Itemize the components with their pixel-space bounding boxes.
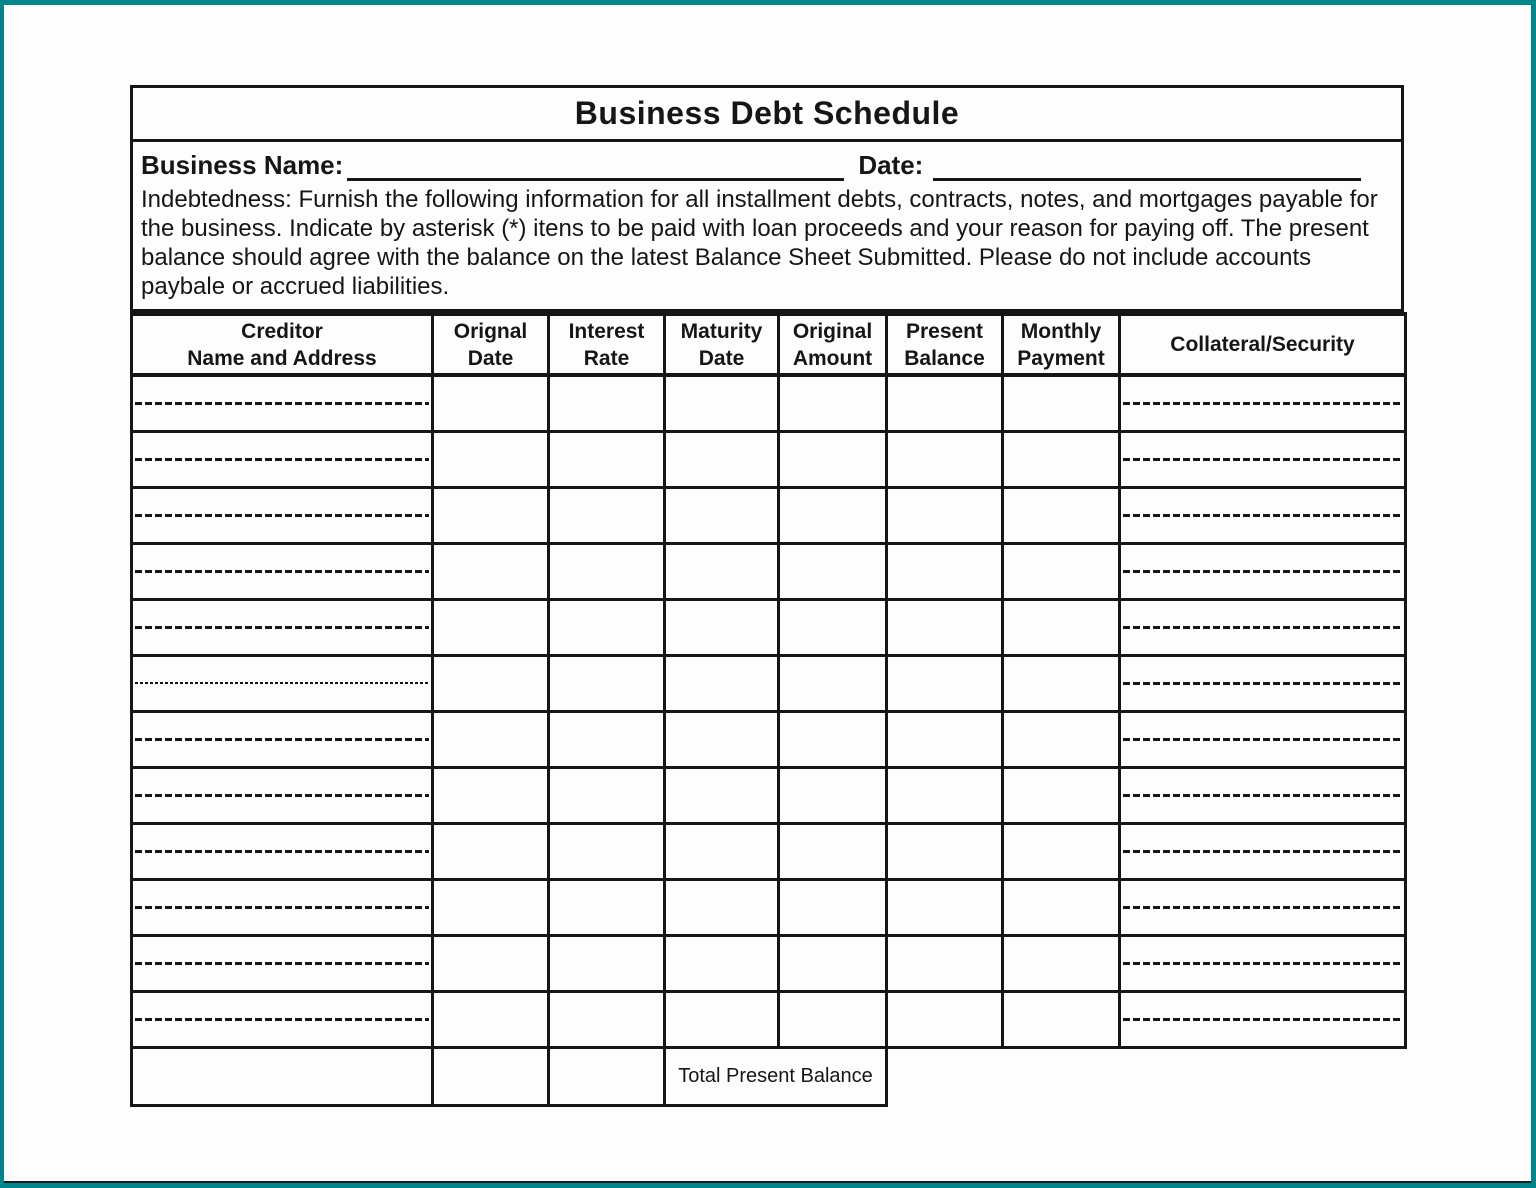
collateral-cell [1120, 487, 1406, 543]
blank-cell [779, 879, 887, 935]
blank-cell [665, 487, 779, 543]
blank-cell [433, 599, 549, 655]
date-label: Date: [858, 150, 924, 180]
fill-in-dashes [135, 626, 429, 629]
blank-cell [549, 431, 665, 487]
collateral-cell [1120, 935, 1406, 991]
instructions-text: Indebtedness: Furnish the following information for all installment debts, contracts, notes, and mortgages payable for the business. Indicate by asterisk (*) itens to be paid with loan proceeds and your reason for paying off. The present balance should agree with the balance on the latest Balance Sheet Submitted. Please do not include accounts paybale or accrued liabilities. [141, 186, 1378, 300]
header-line: Amount [792, 346, 873, 370]
form-title-box [130, 85, 1404, 142]
fill-in-dashes [135, 514, 429, 517]
table-row [132, 879, 1406, 935]
blank-cell [433, 991, 549, 1047]
header-line: Balance [904, 346, 985, 370]
blank-cell [887, 935, 1003, 991]
total-row-empty-area [887, 1047, 1406, 1105]
blank-cell [1003, 935, 1120, 991]
fill-in-dashes [135, 570, 429, 573]
blank-cell [665, 431, 779, 487]
fill-in-dashes [1123, 738, 1402, 741]
fill-in-dashes [135, 906, 429, 909]
fill-in-dashes [1123, 1018, 1402, 1021]
blank-cell [665, 991, 779, 1047]
blank-cell [887, 543, 1003, 599]
creditor-cell [132, 935, 433, 991]
blank-cell [779, 935, 887, 991]
blank-cell [549, 935, 665, 991]
collateral-cell [1120, 767, 1406, 823]
creditor-cell [132, 655, 433, 711]
fill-in-dashes [135, 794, 429, 797]
blank-cell [433, 655, 549, 711]
table-row [132, 655, 1406, 711]
name-date-line [141, 147, 1393, 181]
creditor-cell [132, 823, 433, 879]
blank-cell [779, 543, 887, 599]
blank-cell [1003, 431, 1120, 487]
blank-cell [433, 431, 549, 487]
blank-cell [779, 487, 887, 543]
fill-in-dashes [1123, 850, 1402, 853]
table-row [132, 823, 1406, 879]
blank-cell [779, 823, 887, 879]
column-header-orignal-date [433, 314, 549, 375]
header-line: Date [467, 346, 514, 370]
blank-cell [887, 879, 1003, 935]
business-name-blank [347, 154, 844, 181]
table-row [132, 375, 1406, 431]
fill-in-dashes [135, 1018, 429, 1021]
blank-cell [887, 991, 1003, 1047]
blank-cell [549, 767, 665, 823]
debt-table [130, 312, 1407, 1107]
blank-cell [433, 823, 549, 879]
debt-schedule-form [130, 85, 1404, 1107]
collateral-cell [1120, 599, 1406, 655]
table-row [132, 767, 1406, 823]
fill-in-dashes [1123, 962, 1402, 965]
form-title: Business Debt Schedule [574, 95, 960, 131]
fill-in-dashes [1123, 626, 1402, 629]
total-row-creditor-cell [132, 1047, 433, 1105]
table-header-row [132, 314, 1406, 375]
blank-cell [549, 991, 665, 1047]
date-blank [933, 154, 1361, 181]
blank-cell [1003, 711, 1120, 767]
fill-in-dashes [1123, 906, 1402, 909]
table-row [132, 991, 1406, 1047]
creditor-cell [132, 879, 433, 935]
blank-cell [665, 767, 779, 823]
table-row [132, 431, 1406, 487]
fill-in-dashes [135, 402, 429, 405]
blank-cell [887, 767, 1003, 823]
fill-in-dashes [1123, 458, 1402, 461]
total-row-interest-rate-cell [549, 1047, 665, 1105]
blank-cell [665, 375, 779, 431]
creditor-cell [132, 375, 433, 431]
table-row [132, 711, 1406, 767]
header-line: Present [905, 319, 984, 343]
header-line: Collateral/Security [1170, 333, 1355, 356]
blank-cell [549, 543, 665, 599]
blank-cell [433, 767, 549, 823]
creditor-cell [132, 599, 433, 655]
total-row-orignal-date-cell [433, 1047, 549, 1105]
column-header-interest-rate [549, 314, 665, 375]
blank-cell [433, 879, 549, 935]
blank-cell [1003, 655, 1120, 711]
blank-cell [887, 375, 1003, 431]
blank-cell [1003, 767, 1120, 823]
column-header-maturity-date [665, 314, 779, 375]
header-line: Payment [1017, 346, 1105, 370]
fill-in-dashes [135, 850, 429, 853]
blank-cell [887, 599, 1003, 655]
blank-cell [1003, 823, 1120, 879]
blank-cell [665, 823, 779, 879]
creditor-cell [132, 991, 433, 1047]
collateral-cell [1120, 823, 1406, 879]
collateral-cell [1120, 543, 1406, 599]
collateral-cell [1120, 431, 1406, 487]
blank-cell [433, 711, 549, 767]
business-name-label: Business Name: [141, 150, 344, 180]
header-line: Maturity [680, 319, 763, 343]
fill-in-dashes [135, 682, 429, 684]
blank-cell [549, 599, 665, 655]
fill-in-dashes [135, 738, 429, 741]
blank-cell [779, 375, 887, 431]
blank-cell [779, 991, 887, 1047]
header-line: Date [698, 346, 745, 370]
blank-cell [1003, 599, 1120, 655]
blank-cell [887, 711, 1003, 767]
fill-in-dashes [1123, 682, 1402, 685]
creditor-cell [132, 543, 433, 599]
blank-cell [549, 487, 665, 543]
column-header-collateral-security [1120, 314, 1406, 375]
table-row [132, 543, 1406, 599]
column-header-creditor [132, 314, 433, 375]
creditor-cell [132, 487, 433, 543]
blank-cell [887, 823, 1003, 879]
blank-cell [887, 431, 1003, 487]
blank-cell [779, 767, 887, 823]
fill-in-dashes [135, 962, 429, 965]
blank-cell [779, 711, 887, 767]
blank-cell [549, 711, 665, 767]
total-present-balance-label: Total Present Balance [665, 1047, 887, 1105]
collateral-cell [1120, 991, 1406, 1047]
fill-in-dashes [1123, 514, 1402, 517]
table-row [132, 487, 1406, 543]
blank-cell [779, 599, 887, 655]
blank-cell [549, 823, 665, 879]
blank-cell [887, 487, 1003, 543]
blank-cell [1003, 991, 1120, 1047]
creditor-cell [132, 431, 433, 487]
blank-cell [433, 487, 549, 543]
fill-in-dashes [135, 458, 429, 461]
collateral-cell [1120, 655, 1406, 711]
header-line: Orignal [453, 319, 528, 343]
column-header-present-balance [887, 314, 1003, 375]
blank-cell [1003, 375, 1120, 431]
creditor-cell [132, 711, 433, 767]
header-line: Name and Address [187, 346, 377, 370]
blank-cell [665, 543, 779, 599]
blank-cell [779, 431, 887, 487]
blank-cell [665, 935, 779, 991]
blank-cell [1003, 879, 1120, 935]
fill-in-dashes [1123, 794, 1402, 797]
form-info-section [130, 142, 1404, 312]
table-row [132, 599, 1406, 655]
header-line: Original [792, 319, 873, 343]
header-line: Creditor [241, 319, 323, 343]
blank-cell [1003, 543, 1120, 599]
blank-cell [779, 655, 887, 711]
blank-cell [433, 543, 549, 599]
header-line: Monthly [1020, 319, 1102, 343]
blank-cell [1003, 487, 1120, 543]
fill-in-dashes [1123, 402, 1402, 405]
collateral-cell [1120, 879, 1406, 935]
blank-cell [433, 375, 549, 431]
total-row [132, 1047, 1406, 1105]
header-line: Interest [568, 319, 645, 343]
blank-cell [549, 655, 665, 711]
table-body [132, 375, 1406, 1047]
blank-cell [433, 935, 549, 991]
table-row [132, 935, 1406, 991]
column-header-monthly-payment [1003, 314, 1120, 375]
blank-cell [665, 879, 779, 935]
blank-cell [549, 375, 665, 431]
collateral-cell [1120, 375, 1406, 431]
fill-in-dashes [1123, 570, 1402, 573]
column-header-original-amount [779, 314, 887, 375]
blank-cell [549, 879, 665, 935]
blank-cell [665, 711, 779, 767]
collateral-cell [1120, 711, 1406, 767]
creditor-cell [132, 767, 433, 823]
header-line: Rate [583, 346, 630, 370]
blank-cell [665, 599, 779, 655]
blank-cell [887, 655, 1003, 711]
blank-cell [665, 655, 779, 711]
